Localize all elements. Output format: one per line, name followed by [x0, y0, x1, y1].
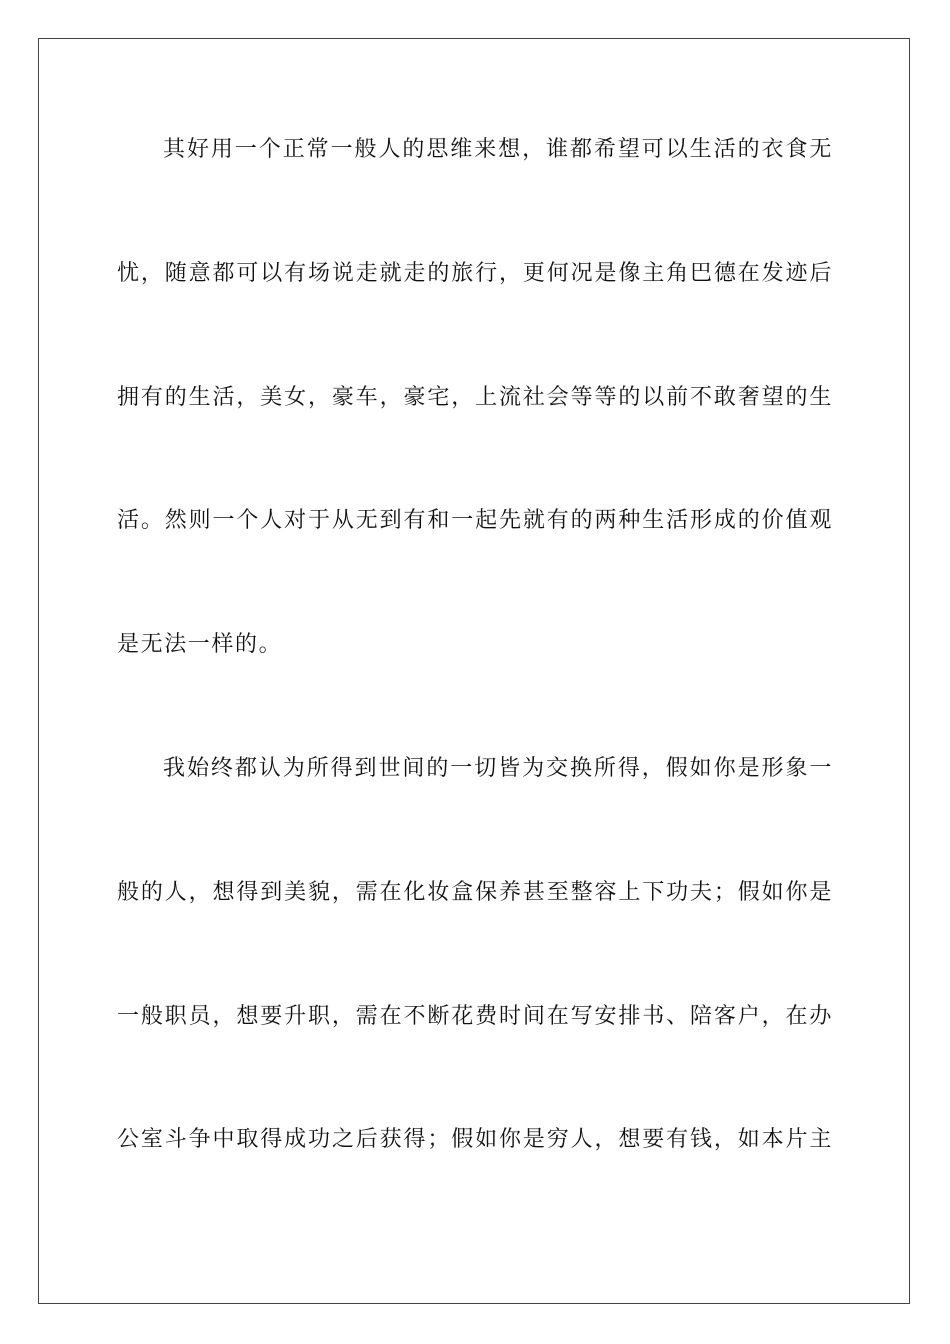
- paragraph-1-line-2: 忧，随意都可以有场说走就走的旅行，更何况是像主角巴德在发迹后: [117, 261, 833, 286]
- paragraph-2-line-1: 我始终都认为所得到世间的一切皆为交换所得，假如你是形象一: [163, 756, 833, 781]
- paragraph-1-line-3: 拥有的生活，美女，豪车，豪宅，上流社会等等的以前不敢奢望的生: [117, 385, 833, 410]
- paragraph-1-line-4: 活。然则一个人对于从无到有和一起先就有的两种生活形成的价值观: [117, 508, 833, 533]
- page-frame: [38, 38, 910, 1304]
- paragraph-1-line-5: 是无法一样的。: [117, 632, 283, 657]
- paragraph-2-line-3: 一般职员，想要升职，需在不断花费时间在写安排书、陪客户，在办: [117, 1004, 833, 1029]
- paragraph-2-line-2: 般的人，想得到美貌，需在化妆盒保养甚至整容上下功夫；假如你是: [117, 880, 833, 905]
- paragraph-2-line-4: 公室斗争中取得成功之后获得；假如你是穷人，想要有钱，如本片主: [117, 1127, 833, 1152]
- paragraph-1-line-1: 其好用一个正常一般人的思维来想，谁都希望可以生活的衣食无: [163, 137, 833, 162]
